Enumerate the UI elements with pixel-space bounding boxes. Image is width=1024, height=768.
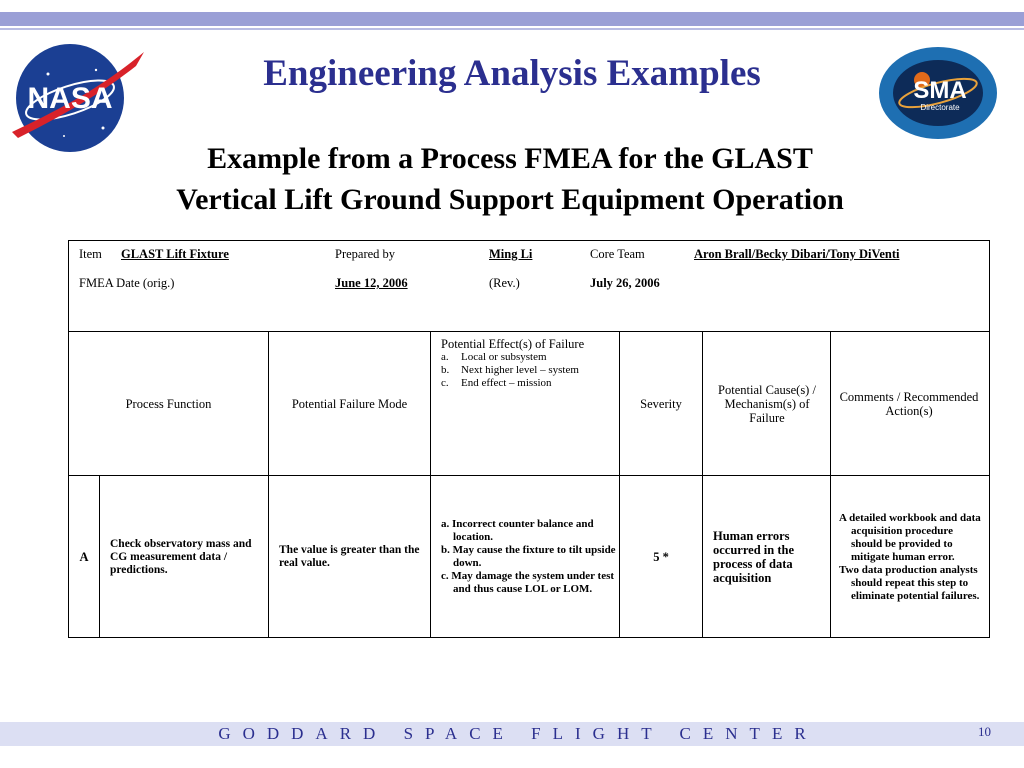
- row-cause: Human errors occurred in the process of data acquisition: [713, 529, 795, 585]
- effects-title: Potential Effect(s) of Failure: [441, 337, 585, 351]
- sma-logo-text: SMA: [913, 77, 967, 104]
- effects-item: b. Next higher level – system: [441, 364, 579, 376]
- slide-subtitle: [110, 138, 910, 220]
- row-effect-b: b. May cause the fixture to tilt upside down.: [441, 544, 616, 569]
- top-banner-bar: [0, 12, 1024, 26]
- top-banner-line: [0, 28, 1024, 30]
- subtitle-line-1: Example from a Process FMEA for the GLAST: [207, 142, 813, 175]
- nasa-logo-text: NASA: [27, 82, 113, 115]
- slide-title: Engineering Analysis Examples: [263, 53, 761, 94]
- prepared-by-label: Prepared by: [335, 247, 396, 261]
- revision-label: (Rev.): [489, 276, 520, 290]
- row-comments: [831, 476, 985, 638]
- prepared-by-value: Ming Li: [489, 247, 533, 261]
- row-comment-1: A detailed workbook and data acquisition procedure should be provided to mitigate human error.: [839, 511, 981, 563]
- item-value: GLAST Lift Fixture: [121, 247, 229, 261]
- row-id: A: [79, 550, 89, 564]
- col-header-cause: Potential Cause(s) / Mechanism(s) of Failure: [718, 382, 816, 425]
- effects-item: c. End effect – mission: [441, 377, 552, 389]
- col-header-failure-mode: Potential Failure Mode: [291, 396, 408, 411]
- fmea-date-label: FMEA Date (orig.): [79, 276, 175, 290]
- row-comment-2: Two data production analysts should repeat this step to eliminate potential failures.: [839, 563, 980, 602]
- row-effect-a: a. Incorrect counter balance and location.: [441, 518, 594, 543]
- row-severity: 5 *: [653, 550, 669, 564]
- sma-logo-subtext: Directorate: [920, 103, 960, 112]
- footer-text: GODDARD SPACE FLIGHT CENTER: [218, 724, 818, 743]
- core-team-label: Core Team: [590, 247, 645, 261]
- row-failure-mode: The value is greater than the real value.: [279, 544, 420, 569]
- col-header-comments: Comments / Recommended Action(s): [839, 389, 979, 418]
- effects-list: [441, 351, 629, 390]
- col-header-severity: Severity: [640, 396, 682, 411]
- row-effect-c: c. May damage the system under test and thus cause LOL or LOM.: [441, 570, 615, 595]
- fmea-worksheet: [68, 240, 990, 638]
- col-header-effects: [441, 337, 629, 390]
- subtitle-line-2: Vertical Lift Ground Support Equipment Operation: [176, 183, 844, 216]
- effects-item: a. Local or subsystem: [441, 351, 547, 363]
- item-label: Item: [79, 247, 102, 261]
- core-team-value: Aron Brall/Becky Dibari/Tony DiVenti: [694, 247, 900, 261]
- row-process-function: Check observatory mass and CG measurement data / predictions.: [110, 537, 252, 576]
- fmea-date-value: June 12, 2006: [335, 276, 408, 290]
- row-effects: [431, 476, 617, 638]
- page-number: 10: [978, 724, 991, 739]
- col-header-process-function: Process Function: [125, 396, 212, 411]
- revision-value: July 26, 2006: [590, 276, 660, 290]
